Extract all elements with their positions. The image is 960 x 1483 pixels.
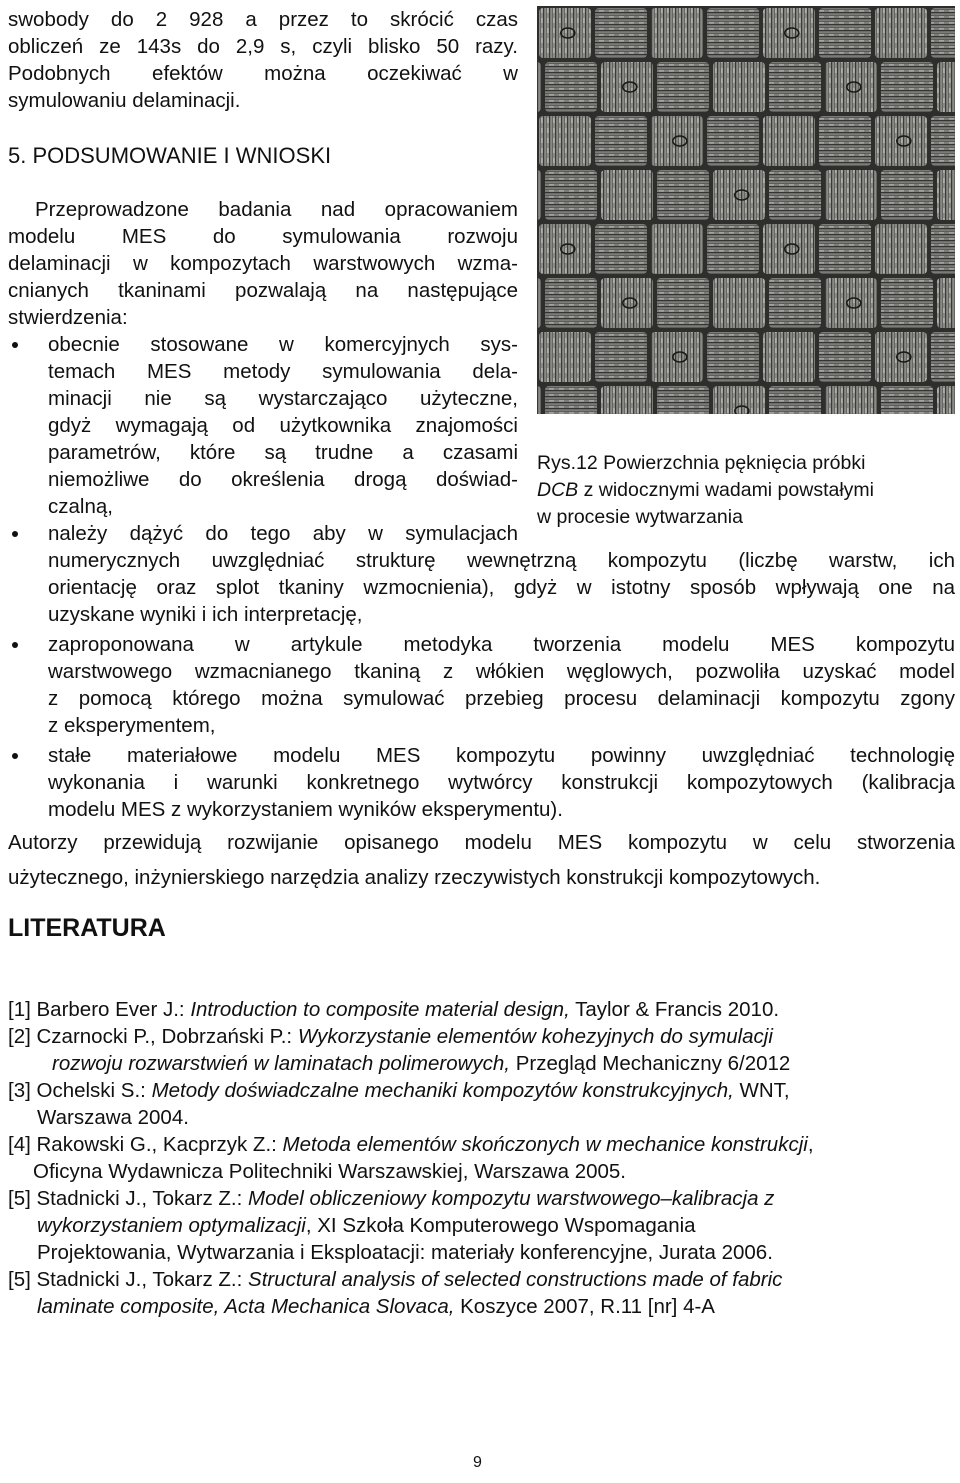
figure-caption-line3: w procesie wytwarzania bbox=[537, 506, 743, 528]
bullet4-line: wykonania i warunki konkretnego wytwórcy konstrukcji kompozytowych (kalibracja bbox=[48, 771, 955, 794]
reference-item bbox=[8, 1185, 774, 1212]
reference-continuation bbox=[37, 1212, 696, 1239]
fabric-tow bbox=[657, 62, 709, 112]
reference-number: [1] bbox=[8, 998, 31, 1021]
fabric-tow bbox=[881, 278, 933, 328]
fabric-tow bbox=[539, 332, 591, 382]
fabric-tow bbox=[825, 62, 877, 112]
fabric-tow bbox=[937, 62, 955, 112]
section-heading: 5. PODSUMOWANIE I WNIOSKI bbox=[8, 143, 332, 168]
reference-item bbox=[8, 1023, 773, 1050]
fabric-tow bbox=[595, 224, 647, 274]
fabric-tow bbox=[539, 116, 591, 166]
fabric-tow bbox=[545, 386, 597, 414]
fabric-tow bbox=[537, 386, 541, 414]
fabric-tow bbox=[825, 170, 877, 220]
fabric-tow bbox=[937, 170, 955, 220]
fabric-tow bbox=[595, 332, 647, 382]
reference-rest-cont: Warszawa 2004. bbox=[37, 1106, 189, 1129]
bullet1-line: czalną, bbox=[48, 495, 113, 518]
reference-number: [2] bbox=[8, 1025, 31, 1048]
reference-authors: Barbero Ever J.: bbox=[30, 998, 191, 1021]
reference-number: [4] bbox=[8, 1133, 31, 1156]
fabric-tow bbox=[931, 116, 955, 166]
bullet1-line: temach MES metody symulowania dela- bbox=[48, 360, 518, 383]
reference-title: Metoda elementów skończonych w mechanice konstrukcji bbox=[282, 1133, 808, 1156]
closing-line: użytecznego, inżynierskiego narzędzia analizy rzeczywistych konstrukcji kompozytowych. bbox=[8, 866, 821, 889]
fabric-tow bbox=[769, 278, 821, 328]
reference-title-cont: laminate composite, Acta Mechanica Slovaca, bbox=[37, 1295, 455, 1318]
fabric-tow bbox=[875, 332, 927, 382]
fabric-tow bbox=[819, 8, 871, 58]
fabric-tow bbox=[537, 170, 541, 220]
reference-rest-cont: Projektowania, Wytwarzania i Eksploatacji: materiały konferencyjne, Jurata 2006. bbox=[37, 1241, 773, 1264]
fabric-tow bbox=[537, 62, 541, 112]
fabric-tow bbox=[931, 224, 955, 274]
fabric-tow bbox=[537, 278, 541, 328]
fabric-tow bbox=[825, 386, 877, 414]
fabric-tow bbox=[601, 278, 653, 328]
bullet3-line: z eksperymentem, bbox=[48, 714, 216, 737]
bullet1-line: parametrów, które są trudne a czasami bbox=[48, 441, 518, 464]
fabric-tow bbox=[545, 170, 597, 220]
fabric-tow bbox=[545, 278, 597, 328]
bullet-marker bbox=[12, 642, 18, 648]
fabric-tow bbox=[545, 62, 597, 112]
fabric-tow bbox=[875, 8, 927, 58]
reference-item bbox=[8, 1266, 782, 1293]
fabric-tow bbox=[931, 8, 955, 58]
fabric-tow bbox=[713, 170, 765, 220]
page-number: 9 bbox=[473, 1454, 482, 1471]
fabric-tow bbox=[881, 62, 933, 112]
fabric-tow bbox=[713, 278, 765, 328]
reference-rest: Taylor & Francis 2010. bbox=[569, 998, 780, 1021]
fabric-tow bbox=[595, 8, 647, 58]
intro-line: symulowaniu delaminacji. bbox=[8, 89, 241, 112]
fabric-tow bbox=[819, 224, 871, 274]
fabric-tow bbox=[937, 386, 955, 414]
fabric-tow bbox=[713, 386, 765, 414]
figure-caption-line2-rest: z widocznymi wadami powstałymi bbox=[578, 479, 875, 501]
figure-caption-dcb: DCB bbox=[537, 479, 579, 501]
fabric-tow bbox=[769, 386, 821, 414]
fabric-tow bbox=[651, 332, 703, 382]
reference-continuation bbox=[37, 1104, 189, 1131]
bullet4-line: stałe materiałowe modelu MES kompozytu powinny uwzględniać technologię bbox=[48, 744, 955, 767]
reference-item bbox=[8, 996, 779, 1023]
section-para-line: Przeprowadzone badania nad opracowaniem bbox=[35, 198, 518, 221]
reference-authors: Ochelski S.: bbox=[30, 1079, 152, 1102]
section-para-line: stwierdzenia: bbox=[8, 306, 128, 329]
reference-continuation bbox=[52, 1050, 790, 1077]
fabric-tow bbox=[937, 278, 955, 328]
reference-number: [5] bbox=[8, 1268, 31, 1291]
fabric-tow bbox=[763, 116, 815, 166]
fabric-tow bbox=[825, 278, 877, 328]
reference-number: [5] bbox=[8, 1187, 31, 1210]
reference-rest-cont: Przegląd Mechaniczny 6/2012 bbox=[510, 1052, 791, 1075]
fabric-tow bbox=[875, 224, 927, 274]
fabric-tow bbox=[707, 224, 759, 274]
bullet-marker bbox=[12, 753, 18, 759]
intro-line: Podobnych efektów można oczekiwać w bbox=[8, 62, 518, 85]
literature-heading: LITERATURA bbox=[8, 914, 166, 942]
fabric-tow bbox=[601, 170, 653, 220]
fabric-tow bbox=[657, 386, 709, 414]
fabric-tow bbox=[539, 224, 591, 274]
section-para-line: delaminacji w kompozytach warstwowych wzma- bbox=[8, 252, 518, 275]
bullet3-line: warstwowego wzmacnianego tkaniną z włókien węglowych, pozwoliła uzyskać model bbox=[48, 660, 955, 683]
bullet1-line: minacji nie są wystarczająco użyteczne, bbox=[48, 387, 518, 410]
reference-item bbox=[8, 1077, 790, 1104]
figure-fabric-photo bbox=[537, 6, 955, 414]
bullet3-line: z pomocą którego można symulować przebieg procesu delaminacji kompozytu zgony bbox=[48, 687, 955, 710]
reference-continuation bbox=[37, 1293, 715, 1320]
fabric-tow bbox=[881, 170, 933, 220]
reference-title: Structural analysis of selected constructions made of fabric bbox=[248, 1268, 783, 1291]
reference-rest: WNT, bbox=[733, 1079, 790, 1102]
fabric-tow bbox=[819, 332, 871, 382]
reference-continuation bbox=[37, 1239, 773, 1266]
bullet2-line: orientację oraz splot tkaniny wzmocnienia), gdyż w istotny sposób wpływają one na bbox=[48, 576, 955, 599]
figure-caption-line1: Rys.12 Powierzchnia pęknięcia próbki bbox=[537, 452, 866, 474]
fabric-tow bbox=[881, 386, 933, 414]
fabric-tow bbox=[707, 116, 759, 166]
reference-rest: , bbox=[807, 1133, 814, 1156]
bullet2-line: uzyskane wyniki i ich interpretację, bbox=[48, 603, 363, 626]
bullet3-line: zaproponowana w artykule metodyka tworzenia modelu MES kompozytu bbox=[48, 633, 955, 656]
bullet2-line: należy dążyć do tego aby w symulacjach bbox=[48, 522, 518, 545]
reference-authors: Stadnicki J., Tokarz Z.: bbox=[30, 1187, 249, 1210]
fabric-tow bbox=[763, 332, 815, 382]
bullet-marker bbox=[12, 531, 18, 537]
reference-title-cont: wykorzystaniem optymalizacji bbox=[37, 1214, 306, 1237]
reference-authors: Czarnocki P., Dobrzański P.: bbox=[30, 1025, 298, 1048]
figure-caption-line2 bbox=[537, 477, 874, 504]
bullet-marker bbox=[12, 342, 18, 348]
reference-title: Model obliczeniowy kompozytu warstwowego–kalibracja z bbox=[248, 1187, 775, 1210]
reference-rest-cont: , XI Szkoła Komputerowego Wspomagania bbox=[305, 1214, 696, 1237]
fabric-tow bbox=[763, 224, 815, 274]
bullet1-line: obecnie stosowane w komercyjnych sys- bbox=[48, 333, 518, 356]
fabric-weave-image bbox=[537, 6, 955, 414]
fabric-tow bbox=[595, 116, 647, 166]
reference-title: Wykorzystanie elementów kohezyjnych do symulacji bbox=[297, 1025, 773, 1048]
fabric-tow bbox=[931, 332, 955, 382]
intro-line: obliczeń ze 143s do 2,9 s, czyli blisko 50 razy. bbox=[8, 35, 518, 58]
bullet4-line: modelu MES z wykorzystaniem wyników eksperymentu). bbox=[48, 798, 563, 821]
section-para-line: cnianych tkaninami pozwalają na następujące bbox=[8, 279, 518, 302]
reference-rest-cont: Oficyna Wydawnicza Politechniki Warszawskiej, Warszawa 2005. bbox=[33, 1160, 626, 1183]
reference-title: Introduction to composite material design, bbox=[190, 998, 570, 1021]
reference-continuation bbox=[33, 1158, 626, 1185]
fabric-tow bbox=[657, 278, 709, 328]
fabric-tow bbox=[763, 8, 815, 58]
fabric-tow bbox=[601, 386, 653, 414]
reference-item bbox=[8, 1131, 814, 1158]
intro-line: swobody do 2 928 a przez to skrócić czas bbox=[8, 8, 518, 31]
fabric-tow bbox=[769, 62, 821, 112]
bullet2-line: numerycznych uwzględniać strukturę wewnętrzną kompozytu (liczbę warstw, ich bbox=[48, 549, 955, 572]
fabric-tow bbox=[651, 116, 703, 166]
fabric-tow bbox=[875, 116, 927, 166]
fabric-tow bbox=[651, 224, 703, 274]
reference-authors: Rakowski G., Kacprzyk Z.: bbox=[30, 1133, 283, 1156]
fabric-tow bbox=[651, 8, 703, 58]
fabric-tow bbox=[819, 116, 871, 166]
fabric-tow bbox=[707, 8, 759, 58]
reference-rest-cont: Koszyce 2007, R.11 [nr] 4-A bbox=[454, 1295, 715, 1318]
reference-authors: Stadnicki J., Tokarz Z.: bbox=[30, 1268, 249, 1291]
fabric-tow bbox=[713, 62, 765, 112]
reference-number: [3] bbox=[8, 1079, 31, 1102]
reference-title-cont: rozwoju rozwarstwień w laminatach polimerowych, bbox=[52, 1052, 510, 1075]
fabric-tow bbox=[657, 170, 709, 220]
fabric-tow bbox=[769, 170, 821, 220]
fabric-tow bbox=[539, 8, 591, 58]
fabric-tow bbox=[601, 62, 653, 112]
section-para-line: modelu MES do symulowania rozwoju bbox=[8, 225, 518, 248]
bullet1-line: gdyż wymagają od użytkownika znajomości bbox=[48, 414, 518, 437]
reference-title: Metody doświadczalne mechaniki kompozytów konstrukcyjnych, bbox=[151, 1079, 734, 1102]
closing-line: Autorzy przewidują rozwijanie opisanego modelu MES kompozytu w celu stworzenia bbox=[8, 831, 955, 854]
fabric-tow bbox=[707, 332, 759, 382]
bullet1-line: niemożliwe do określenia drogą doświad- bbox=[48, 468, 518, 491]
